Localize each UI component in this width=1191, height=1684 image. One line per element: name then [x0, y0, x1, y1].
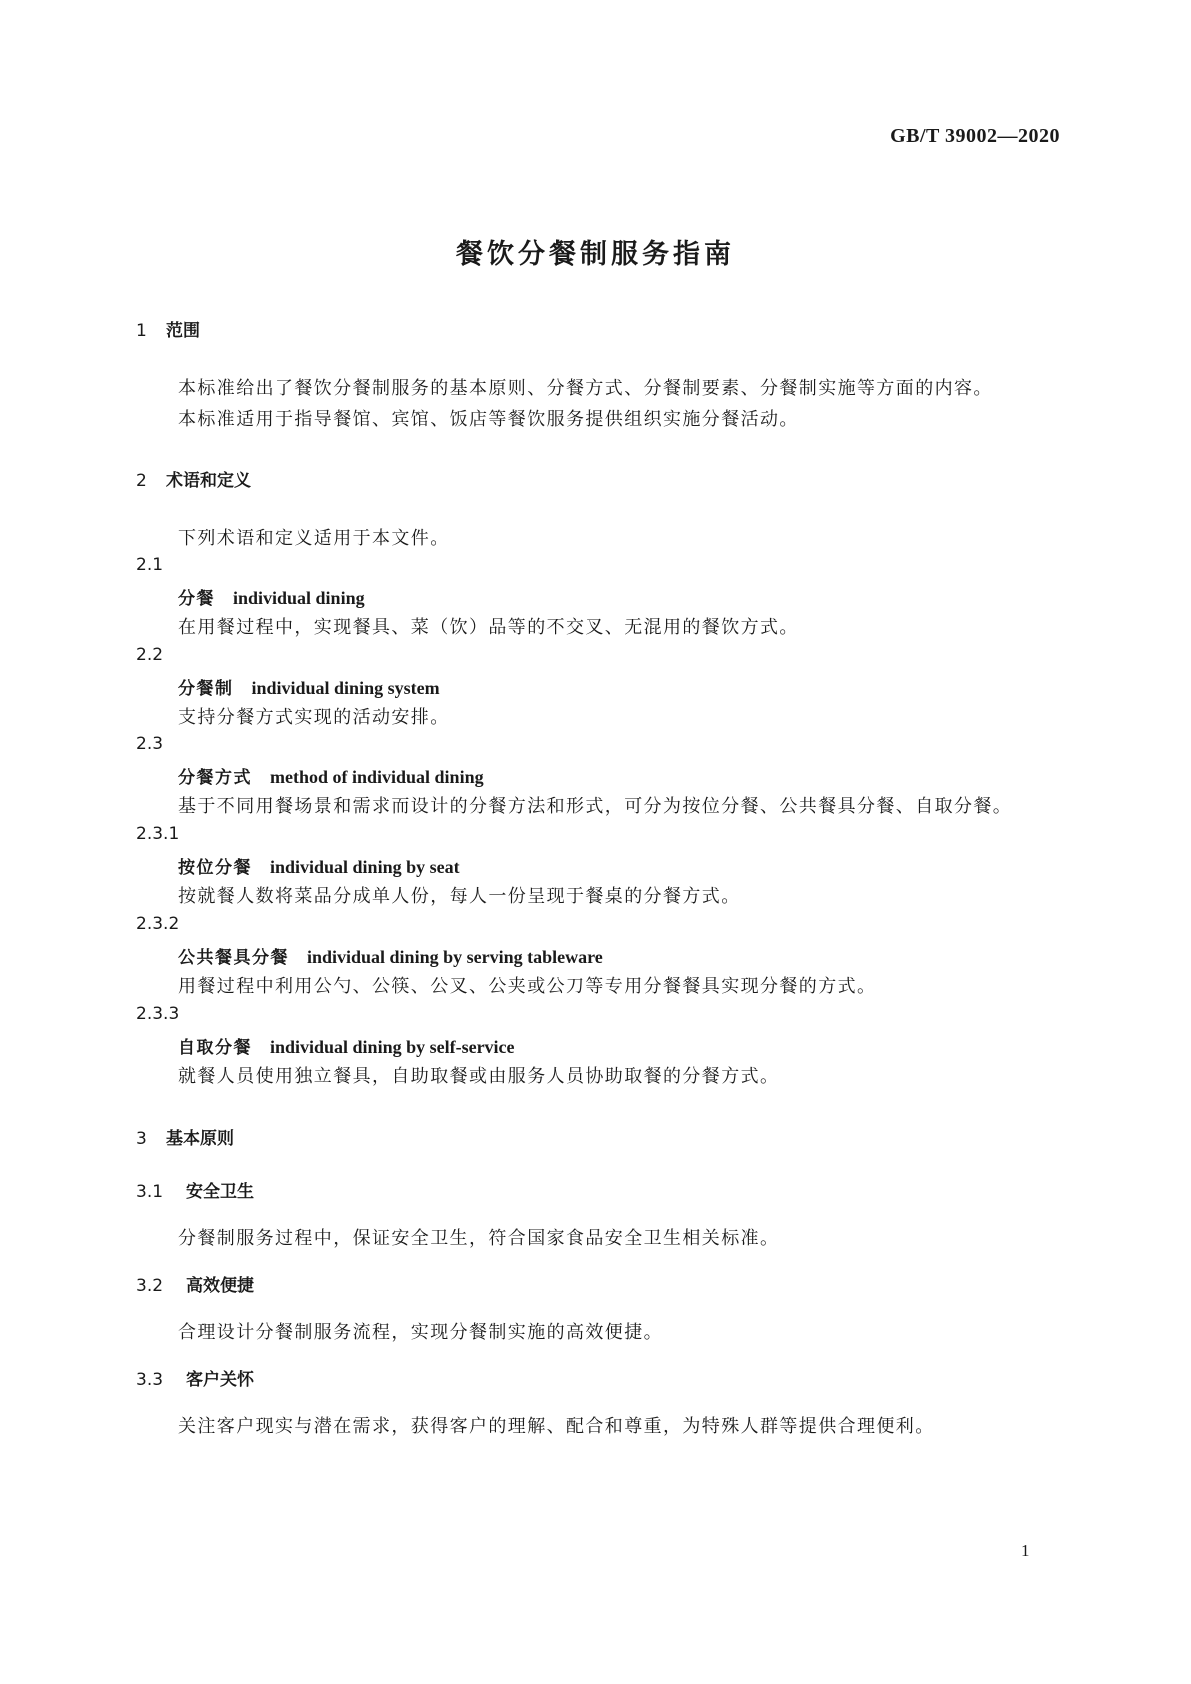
term-entry: [178, 853, 460, 878]
term-english: individual dining by self-service: [270, 1037, 515, 1057]
term-definition: 在用餐过程中，实现餐具、菜（饮）品等的不交叉、无混用的餐饮方式。: [178, 617, 799, 638]
term-english: individual dining by seat: [270, 857, 460, 877]
subsection-title: 客户关怀: [186, 1370, 254, 1390]
term-entry: [178, 674, 440, 699]
page-number: 1: [1021, 1541, 1030, 1560]
term-definition: 用餐过程中利用公勺、公筷、公叉、公夹或公刀等专用分餐餐具实现分餐的方式。: [178, 976, 877, 997]
term-number: 2.3.3: [136, 1004, 180, 1024]
subsection-title: 安全卫生: [186, 1182, 254, 1202]
term-definition: 就餐人员使用独立餐具，自助取餐或由服务人员协助取餐的分餐方式。: [178, 1066, 780, 1087]
section-number: 1: [136, 321, 147, 341]
document-title: 餐饮分餐制服务指南: [456, 239, 735, 270]
subsection-heading: [136, 1365, 254, 1390]
term-definition: 支持分餐方式实现的活动安排。: [178, 707, 450, 728]
section-2-heading: [136, 466, 251, 491]
term-chinese: 按位分餐: [178, 858, 252, 878]
subsection-number: 3.2: [136, 1276, 164, 1296]
subsection-number: 3.1: [136, 1182, 164, 1202]
term-number: 2.1: [136, 555, 164, 575]
term-entry: [178, 584, 365, 609]
subsection-heading: [136, 1271, 254, 1296]
term-number: 2.3: [136, 734, 164, 754]
section-title: 基本原则: [166, 1129, 234, 1149]
term-entry: [178, 1033, 515, 1058]
term-english: individual dining by serving tableware: [307, 947, 603, 967]
term-entry: [178, 763, 484, 788]
subsection-number: 3.3: [136, 1370, 164, 1390]
term-number: 2.3.2: [136, 914, 180, 934]
term-number: 2.2: [136, 645, 164, 665]
term-english: method of individual dining: [270, 767, 484, 787]
term-entry: [178, 943, 603, 968]
term-chinese: 分餐: [178, 589, 215, 609]
paragraph: 本标准适用于指导餐馆、宾馆、饭店等餐饮服务提供组织实施分餐活动。: [178, 409, 799, 430]
term-chinese: 自取分餐: [178, 1038, 252, 1058]
paragraph: 合理设计分餐制服务流程，实现分餐制实施的高效便捷。: [178, 1322, 663, 1343]
paragraph: 分餐制服务过程中，保证安全卫生，符合国家食品安全卫生相关标准。: [178, 1228, 780, 1249]
paragraph: 关注客户现实与潜在需求，获得客户的理解、配合和尊重，为特殊人群等提供合理便利。: [178, 1416, 935, 1437]
term-english: individual dining system: [251, 678, 440, 698]
term-definition: 基于不同用餐场景和需求而设计的分餐方法和形式，可分为按位分餐、公共餐具分餐、自取分餐。: [178, 796, 1013, 817]
paragraph: 本标准给出了餐饮分餐制服务的基本原则、分餐方式、分餐制要素、分餐制实施等方面的内容。: [178, 378, 993, 399]
section-3-heading: [136, 1124, 234, 1149]
paragraph: 下列术语和定义适用于本文件。: [178, 528, 450, 549]
term-definition: 按就餐人数将菜品分成单人份，每人一份呈现于餐桌的分餐方式。: [178, 886, 741, 907]
section-title: 范围: [166, 321, 200, 341]
subsection-title: 高效便捷: [186, 1276, 254, 1296]
term-english: individual dining: [233, 588, 365, 608]
term-chinese: 分餐方式: [178, 768, 252, 788]
section-number: 2: [136, 471, 147, 491]
term-number: 2.3.1: [136, 824, 180, 844]
term-chinese: 分餐制: [178, 679, 234, 699]
standard-code: GB/T 39002—2020: [890, 125, 1060, 147]
subsection-heading: [136, 1177, 254, 1202]
section-1-heading: [136, 316, 200, 341]
section-number: 3: [136, 1129, 147, 1149]
term-chinese: 公共餐具分餐: [178, 948, 289, 968]
section-title: 术语和定义: [166, 471, 251, 491]
